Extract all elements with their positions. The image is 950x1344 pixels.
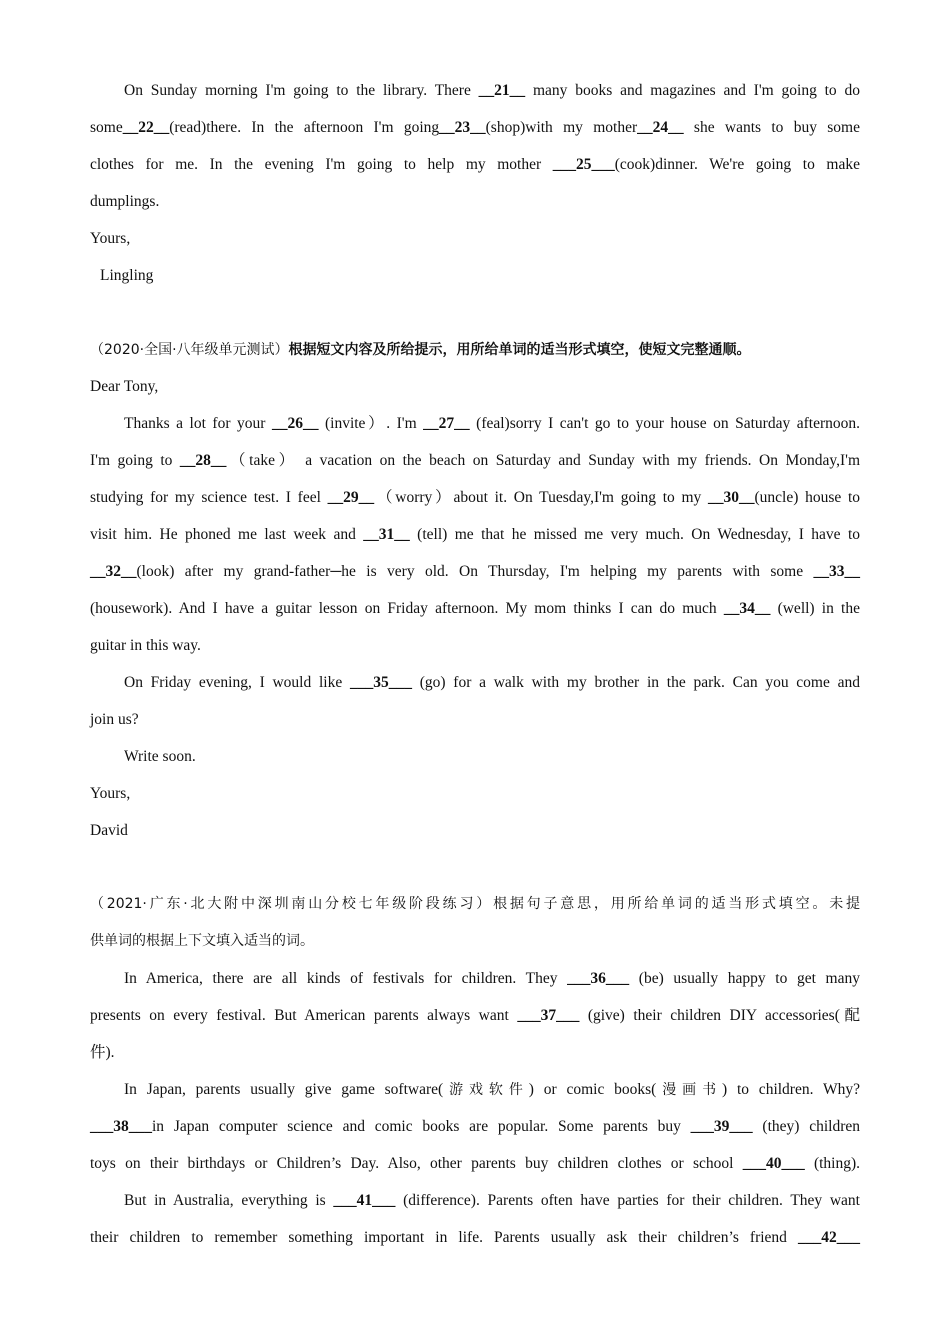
section3-line-7: But in Australia, everything is ___41___ (difference). Parents often have parties for their children. They want (124, 1192, 860, 1209)
blank-35[interactable]: ___35___ (349, 674, 412, 691)
passage1-line-4: dumplings. (90, 193, 160, 210)
section2-line-9: join us? (90, 711, 139, 728)
section2-source: （2020·全国·八年级单元测试） (90, 342, 289, 358)
section2-line-10: Write soon. (124, 748, 196, 765)
blank-29[interactable]: __29__ (327, 489, 375, 506)
section3-line-2: presents on every festival. But American parents always want ___37___ (give) their children DIY accessories(配 (90, 1007, 860, 1024)
blank-33[interactable]: __33__ (813, 563, 860, 580)
blank-32[interactable]: __32__ (90, 563, 137, 580)
section2-line-1: Thanks a lot for your __26__ (invite）. I'm __27__ (feal)sorry I can't go to your house on Saturday afternoon. (124, 415, 860, 432)
section3-line-4: In Japan, parents usually give game software(游戏软件) or comic books(漫画书) to children. Why? (124, 1081, 860, 1098)
section2-line-5: __32__(look) after my grand-father─he is very old. On Thursday, I'm helping my parents with some __33__ (90, 563, 860, 580)
section2-line-6: (housework). And I have a guitar lesson on Friday afternoon. My mom thinks I can do much __34__ (well) in the (90, 600, 860, 617)
blank-41[interactable]: ___41___ (333, 1192, 396, 1209)
section2-line-3: studying for my science test. I feel __29__（worry）about it. On Tuesday,I'm going to my __30__(uncle) house to (90, 489, 861, 506)
section3-line-5: ___38___in Japan computer science and comic books are popular. Some parents buy ___39___ (they) children (90, 1118, 860, 1135)
section3-line-3: 件). (90, 1044, 115, 1061)
blank-22[interactable]: __22__ (122, 119, 170, 136)
blank-42[interactable]: ___42___ (798, 1229, 860, 1246)
blank-23[interactable]: __23__ (439, 119, 486, 136)
section2-line-2: I'm going to __28__（take） a vacation on the beach on Saturday and Sunday with my friends. On Monday,I'm (90, 452, 860, 469)
passage1-closing: Yours, (90, 230, 131, 247)
section2-instruction: 根据短文内容及所给提示，用所给单词的适当形式填空，使短文完整通顺。 (288, 342, 751, 358)
blank-37[interactable]: ___37___ (517, 1007, 580, 1024)
section2-greeting: Dear Tony, (90, 378, 159, 395)
blank-36[interactable]: ___36___ (567, 970, 630, 987)
section3-header-line-2: 供单词的根据上下文填入适当的词。 (90, 933, 314, 949)
blank-21[interactable]: __21__ (478, 82, 526, 99)
document-page (90, 72, 860, 1256)
blank-40[interactable]: ___40___ (742, 1155, 805, 1172)
blank-39[interactable]: ___39___ (690, 1118, 753, 1135)
section2-header (90, 331, 860, 368)
blank-31[interactable]: __31__ (363, 526, 410, 543)
section2-line-4: visit him. He phoned me last week and __31__ (tell) me that he missed me very much. On Wednesday, I have to (90, 526, 861, 543)
blank-24[interactable]: __24__ (637, 119, 684, 136)
section2-line-7: guitar in this way. (90, 637, 201, 654)
section3-line-6: toys on their birthdays or Children’s Day. Also, other parents buy children clothes or school ___40___ (thing). (90, 1155, 861, 1172)
passage1-line-1: On Sunday morning I'm going to the library. There __21__ many books and magazines and I'm going to do (124, 82, 860, 99)
passage1-line-2: some__22__(read)there. In the afternoon I'm going__23__(shop)with my mother__24__ she wants to buy some (90, 119, 860, 136)
blank-28[interactable]: __28__ (179, 452, 227, 469)
blank-25[interactable]: ___25___ (552, 156, 615, 173)
passage1-line-3: clothes for me. In the evening I'm going to help my mother ___25___(cook)dinner. We're going to make (90, 156, 860, 173)
blank-26[interactable]: __26__ (271, 415, 319, 432)
section2-closing: Yours, (90, 785, 131, 802)
section3-line-1: In America, there are all kinds of festivals for children. They ___36___ (be) usually happy to get many (124, 970, 860, 987)
blank-34[interactable]: __34__ (723, 600, 771, 617)
blank-30[interactable]: __30__ (707, 489, 755, 506)
section3-line-8: their children to remember something important in life. Parents usually ask their children’s friend ___42___ (90, 1229, 860, 1246)
blank-27[interactable]: __27__ (423, 415, 470, 432)
section2-signature: David (90, 822, 128, 839)
section3-header-line-1: （2021·广东·北大附中深圳南山分校七年级阶段练习）根据句子意思，用所给单词的适当形式填空。未提 (90, 896, 860, 912)
blank-38[interactable]: ___38___ (90, 1118, 152, 1135)
section2-line-8: On Friday evening, I would like ___35___ (go) for a walk with my brother in the park. Can you come and (124, 674, 860, 691)
passage1-signature: Lingling (100, 267, 154, 284)
